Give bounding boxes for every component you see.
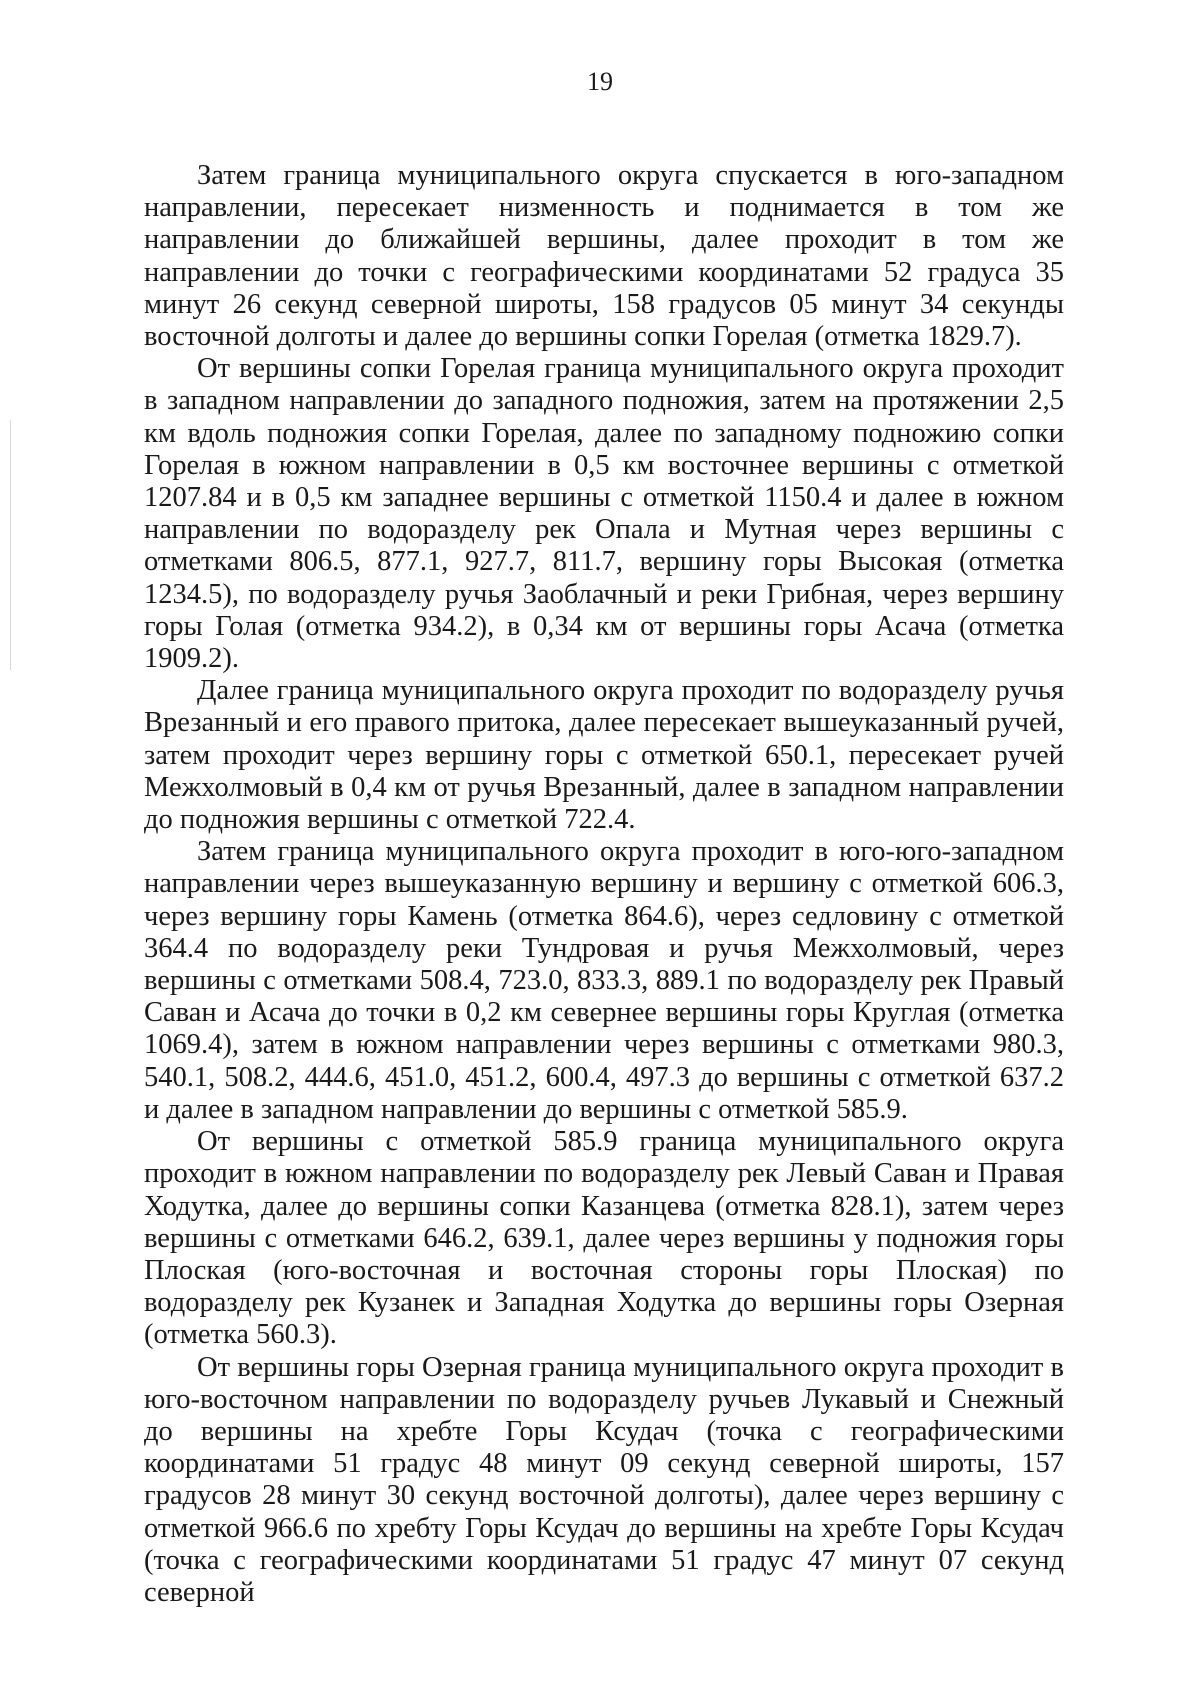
paragraph-3: Далее граница муниципального округа проходит по водоразделу ручья Врезанный и его правого притока, далее пересекает вышеуказанный ручей, затем проходит через вершину горы с отметкой 650.1, пересекает ручей Межхолмовый в 0,4 км от ручья Врезанный, далее в западном направлении до подножия вершины с отметкой 722.4. xyxy=(144,675,1064,836)
scan-edge-line xyxy=(10,420,11,670)
paragraph-6: От вершины горы Озерная граница муниципального округа проходит в юго-восточном направлении по водоразделу ручьев Лукавый и Снежный до вершины на хребте Горы Ксудач (точка с географическими координатами 51 градус 48 минут 09 секунд северной широты, 157 градусов 28 минут 30 секунд восточной долготы), далее через вершину с отметкой 966.6 по хребту Горы Ксудач до вершины на хребте Горы Ксудач (точка с географическими координатами 51 градус 47 минут 07 секунд северной xyxy=(144,1351,1064,1608)
document-body xyxy=(144,160,1064,1609)
page-number: 19 xyxy=(587,67,613,96)
paragraph-4: Затем граница муниципального округа проходит в юго-юго-западном направлении через вышеуказанную вершину и вершину с отметкой 606.3, через вершину горы Камень (отметка 864.6), через седловину с отметкой 364.4 по водоразделу реки Тундровая и ручья Межхолмовый, через вершины с отметками 508.4, 723.0, 833.3, 889.1 по водоразделу рек Правый Саван и Асача до точки в 0,2 км севернее вершины горы Круглая (отметка 1069.4), затем в южном направлении через вершины с отметками 980.3, 540.1, 508.2, 444.6, 451.0, 451.2, 600.4, 497.3 до вершины с отметкой 637.2 и далее в западном направлении до вершины с отметкой 585.9. xyxy=(144,836,1064,1125)
paragraph-5: От вершины с отметкой 585.9 граница муниципального округа проходит в южном направлении по водоразделу рек Левый Саван и Правая Ходутка, далее до вершины сопки Казанцева (отметка 828.1), затем через вершины с отметками 646.2, 639.1, далее через вершины у подножия горы Плоская (юго-восточная и восточная стороны горы Плоская) по водоразделу рек Кузанек и Западная Ходутка до вершины горы Озерная (отметка 560.3). xyxy=(144,1126,1064,1351)
paragraph-2: От вершины сопки Горелая граница муниципального округа проходит в западном направлении до западного подножия, затем на протяжении 2,5 км вдоль подножия сопки Горелая, далее по западному подножию сопки Горелая в южном направлении в 0,5 км восточнее вершины с отметкой 1207.84 и в 0,5 км западнее вершины с отметкой 1150.4 и далее в южном направлении по водоразделу рек Опала и Мутная через вершины с отметками 806.5, 877.1, 927.7, 811.7, вершину горы Высокая (отметка 1234.5), по водоразделу ручья Заоблачный и реки Грибная, через вершину горы Голая (отметка 934.2), в 0,34 км от вершины горы Асача (отметка 1909.2). xyxy=(144,353,1064,675)
paragraph-1: Затем граница муниципального округа спускается в юго-западном направлении, пересекает низменность и поднимается в том же направлении до ближайшей вершины, далее проходит в том же направлении до точки с географическими координатами 52 градуса 35 минут 26 секунд северной широты, 158 градусов 05 минут 34 секунды восточной долготы и далее до вершины сопки Горелая (отметка 1829.7). xyxy=(144,160,1064,353)
